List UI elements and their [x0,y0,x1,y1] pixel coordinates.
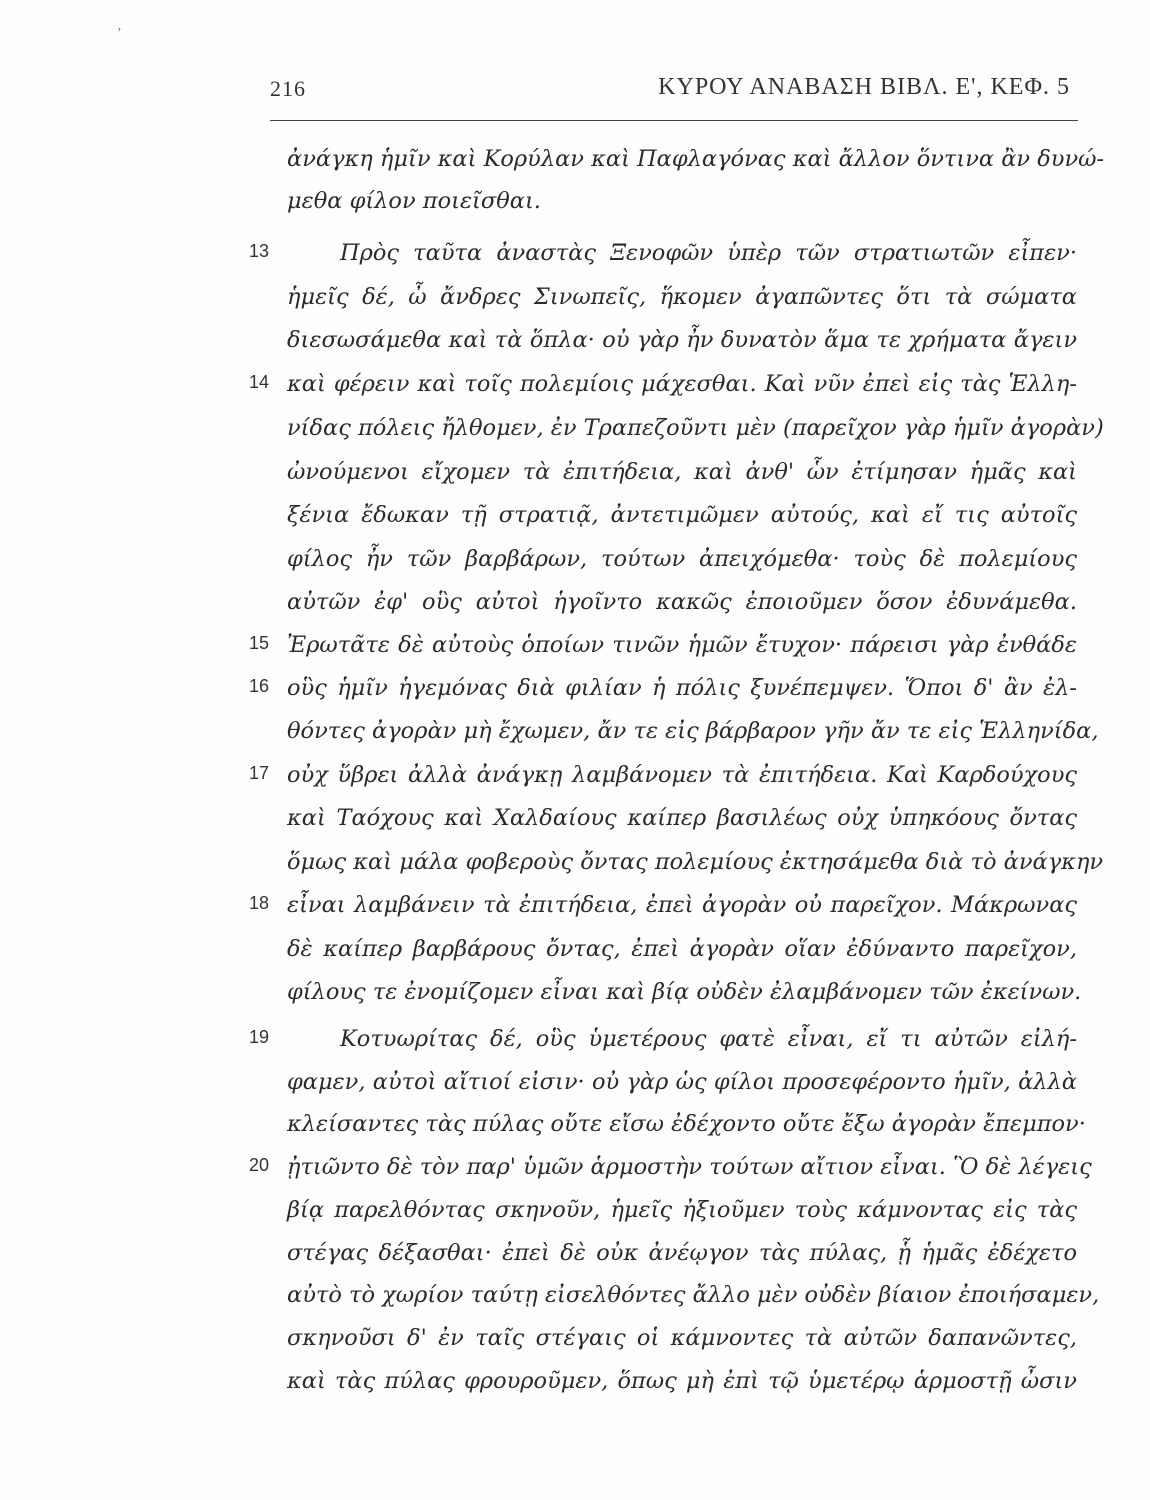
stray-mark: ’ [117,26,122,41]
line-text: ᾐτιῶντο δὲ τὸν παρ' ὑμῶν ἁρμοστὴν τούτων αἴτιον εἶναι. Ὃ δὲ λέγεις [287,1154,1092,1180]
text-line [0,1236,1150,1278]
line-text: αὐτῶν ἐφ' οὓς αὐτοὶ ἡγοῖντο κακῶς ἐποιοῦμεν ὅσον ἐδυνάμεθα. [287,589,1077,615]
text-line [0,1321,1150,1363]
text-line [0,758,1150,800]
text-line [0,585,1150,627]
text-line [0,1364,1150,1406]
section-number: 17 [248,763,269,783]
line-text: διεσωσάμεθα καὶ τὰ ὅπλα· οὐ γὰρ ἦν δυνατὸν ἅμα τε χρήματα ἄγειν [287,327,1077,353]
text-line [0,455,1150,497]
line-text: εἶναι λαμβάνειν τὰ ἐπιτήδεια, ἐπεὶ ἀγορὰν οὐ παρεῖχον. Μάκρωνας [287,892,1077,918]
line-text: θόντες ἀγορὰν μὴ ἔχωμεν, ἄν τε εἰς βάρβαρον γῆν ἄν τε εἰς Ἑλληνίδα, [287,718,1099,744]
line-text: μεθα φίλον ποιεῖσθαι. [287,188,541,214]
text-line [0,845,1150,887]
section-number: 16 [248,676,269,696]
line-text: νίδας πόλεις ἤλθομεν, ἐν Τραπεζοῦντι μὲν (παρεῖχον γὰρ ἡμῖν ἀγορὰν) [287,415,1104,441]
text-line [0,801,1150,843]
line-text: ὠνούμενοι εἴχομεν τὰ ἐπιτήδεια, καὶ ἀνθ' ὧν ἐτίμησαν ἡμᾶς καὶ [287,459,1077,485]
text-line [0,142,1150,184]
text-line [0,542,1150,584]
text-line [0,671,1150,713]
line-text: φίλος ἦν τῶν βαρβάρων, τούτων ἀπειχόμεθα· τοὺς δὲ πολεμίους [287,546,1077,572]
text-line [0,714,1150,756]
text-line [0,1107,1150,1149]
line-text: Κοτυωρίτας δέ, οὓς ὑμετέρους φατὲ εἶναι, εἴ τι αὐτῶν εἰλή- [340,1026,1077,1052]
line-text: βίᾳ παρελθόντας σκηνοῦν, ἡμεῖς ἠξιοῦμεν τοὺς κάμνοντας εἰς τὰς [287,1197,1077,1223]
text-line [0,975,1150,1017]
text-line [0,1150,1150,1192]
text-line [0,932,1150,974]
line-text: ἡμεῖς δέ, ὦ ἄνδρες Σινωπεῖς, ἥκομεν ἀγαπῶντες ὅτι τὰ σώματα [287,284,1077,310]
line-text: φαμεν, αὐτοὶ αἴτιοί εἰσιν· οὐ γὰρ ὡς φίλοι προσεφέροντο ἡμῖν, ἀλλὰ [287,1069,1077,1095]
text-line [0,1022,1150,1064]
line-text: δὲ καίπερ βαρβάρους ὄντας, ἐπεὶ ἀγορὰν οἵαν ἐδύναντο παρεῖχον, [287,936,1077,962]
line-text: οὐχ ὕβρει ἀλλὰ ἀνάγκῃ λαμβάνομεν τὰ ἐπιτήδεια. Καὶ Καρδούχους [287,762,1077,788]
line-text: Ἐρωτᾶτε δὲ αὐτοὺς ὁποίων τινῶν ἡμῶν ἔτυχον· πάρεισι γὰρ ἐνθάδε [287,632,1077,658]
running-title: ΚΥΡΟΥ ΑΝΑΒΑΣΗ ΒΙΒΛ. Ε', ΚΕΦ. 5 [658,74,1070,100]
text-line [0,367,1150,409]
text-line [0,1278,1150,1320]
line-text: ὅμως καὶ μάλα φοβεροὺς ὄντας πολεμίους ἐκτησάμεθα διὰ τὸ ἀνάγκην [287,849,1104,875]
line-text: στέγας δέξασθαι· ἐπεὶ δὲ οὐκ ἀνέῳγον τὰς πύλας, ᾗ ἡμᾶς ἐδέχετο [287,1240,1077,1266]
line-text: αὐτὸ τὸ χωρίον ταύτῃ εἰσελθόντες ἄλλο μὲν οὐδὲν βίαιον ἐποιήσαμεν, [287,1282,1100,1308]
text-line [0,1193,1150,1235]
line-text: οὓς ἡμῖν ἡγεμόνας διὰ φιλίαν ἡ πόλις ξυνέπεμψεν. Ὅποι δ' ἂν ἐλ- [287,675,1077,701]
line-text: ξένια ἔδωκαν τῇ στρατιᾷ, ἀντετιμῶμεν αὐτούς, καὶ εἴ τις αὐτοῖς [287,502,1077,528]
text-line [0,323,1150,365]
text-line [0,280,1150,322]
section-number: 14 [248,372,269,392]
line-text: ἀνάγκη ἡμῖν καὶ Κορύλαν καὶ Παφλαγόνας καὶ ἄλλον ὅντινα ἂν δυνώ- [287,146,1105,172]
line-text: καὶ φέρειν καὶ τοῖς πολεμίοις μάχεσθαι. Καὶ νῦν ἐπεὶ εἰς τὰς Ἑλλη- [287,371,1077,397]
text-line [0,236,1150,278]
page-number: 216 [270,76,306,101]
text-line [0,628,1150,670]
text-line [0,1065,1150,1107]
section-number: 15 [248,633,269,653]
line-text: φίλους τε ἐνομίζομεν εἶναι καὶ βίᾳ οὐδὲν ἐλαμβάνομεν τῶν ἐκείνων. [287,979,1082,1005]
line-text: Πρὸς ταῦτα ἀναστὰς Ξενοφῶν ὑπὲρ τῶν στρατιωτῶν εἶπεν· [340,240,1077,266]
line-text: καὶ Ταόχους καὶ Χαλδαίους καίπερ βασιλέως οὐχ ὑπηκόους ὄντας [287,805,1077,831]
section-number: 18 [248,893,269,913]
section-number: 19 [248,1027,269,1047]
text-line [0,411,1150,453]
line-text: κλείσαντες τὰς πύλας οὔτε εἴσω ἐδέχοντο οὔτε ἔξω ἀγορὰν ἔπεμπον· [287,1111,1086,1137]
section-number: 20 [248,1155,269,1175]
text-line [0,888,1150,930]
text-line [0,498,1150,540]
line-text: σκηνοῦσι δ' ἐν ταῖς στέγαις οἱ κάμνοντες τὰ αὐτῶν δαπανῶντες, [287,1325,1077,1351]
line-text: καὶ τὰς πύλας φρουροῦμεν, ὅπως μὴ ἐπὶ τῷ ὑμετέρῳ ἁρμοστῇ ὦσιν [287,1368,1077,1394]
section-number: 13 [248,241,269,261]
text-line [0,184,1150,226]
